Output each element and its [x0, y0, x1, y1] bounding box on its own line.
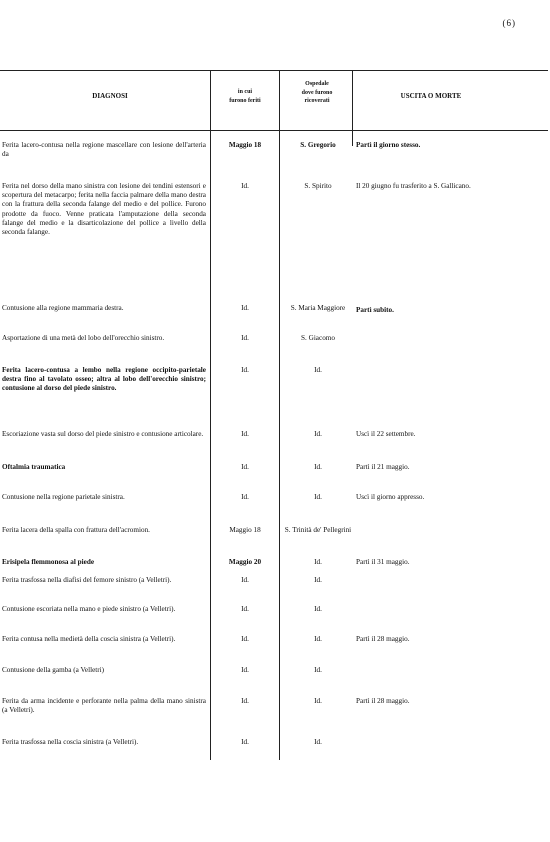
exit-cell: Partì subito. [356, 306, 394, 314]
header-day-line-1: in cui [237, 89, 253, 95]
day-cell: Id. [241, 334, 249, 342]
diagnosis-cell: Escoriazione vasta sul dorso del piede sinistro e contusione articolare. [2, 430, 204, 438]
day-cell: Maggio 18 [228, 141, 262, 149]
day-cell: Id. [241, 738, 249, 746]
day-cell: Id. [241, 605, 249, 613]
header-top-rule [0, 70, 548, 71]
exit-cell: Il 20 giugno fu trasferito a S. Gallicano. [356, 182, 471, 190]
diagnosis-cell: Contusione escoriata nella mano e piede sinistro (a Velletri). [2, 605, 176, 613]
header-hospital-line-1: Ospedale [305, 81, 329, 87]
hospital-cell: Id. [314, 738, 322, 746]
day-cell: Id. [241, 493, 249, 501]
exit-cell: Uscì il giorno appresso. [356, 493, 425, 501]
hospital-cell: S. Maria Maggiore [290, 304, 346, 312]
header-day [212, 88, 278, 105]
header-exit: USCITA O MORTE [400, 92, 462, 100]
header-diagnosis: DIAGNOSI [92, 92, 128, 100]
diagnosis-cell: Contusione nella regione parietale sinistra. [2, 493, 125, 501]
day-cell: Id. [241, 697, 249, 705]
diagnosis-cell: Asportazione di una metà del lobo dell'orecchio sinistro. [2, 334, 165, 342]
header-hospital-line-3: ricoverati [304, 98, 330, 105]
hospital-cell: Id. [314, 366, 322, 374]
hospital-cell: Id. [314, 697, 322, 705]
diagnosis-cell: Oftalmia traumatica [2, 463, 66, 471]
exit-cell: Partì il 28 maggio. [356, 635, 410, 643]
exit-cell: Partì il 28 maggio. [356, 697, 410, 705]
diagnosis-cell: Contusione alla regione mammaria destra. [2, 304, 124, 312]
header-bottom-rule [0, 130, 548, 131]
hospital-cell: Id. [314, 666, 322, 674]
diagnosis-cell: Ferita lacero-contusa nella regione mascellare con lesione dell'arteria da [2, 141, 206, 159]
hospital-cell: Id. [314, 493, 322, 501]
exit-cell: Partì il 31 maggio. [356, 558, 410, 566]
diagnosis-cell: Ferita trasfossa nella coscia sinistra (a Velletri). [2, 738, 139, 746]
day-cell: Id. [241, 304, 249, 312]
diagnosis-cell: Contusione della gamba (a Velletri) [2, 666, 105, 674]
page-number: (6) [502, 18, 516, 28]
hospital-cell: Id. [314, 463, 322, 471]
day-cell: Id. [241, 182, 249, 190]
diagnosis-cell: Ferita trasfossa nella diafisi del femore sinistro (a Velletri). [2, 576, 172, 584]
hospital-cell: Id. [314, 635, 322, 643]
column-rule-2 [279, 70, 280, 760]
diagnosis-cell: Ferita lacero-contusa a lembo nella regione occipito-parietale destra fino al tavolato osseo; altra al lobo dell'orecchio sinistro; contusione al dorso del piede sinistro. [2, 366, 206, 393]
diagnosis-cell: Erisipela flemmonosa al piede [2, 558, 95, 566]
day-cell: Id. [241, 430, 249, 438]
exit-cell: Partì il 21 maggio. [356, 463, 410, 471]
hospital-cell: Id. [314, 558, 322, 566]
hospital-cell: S. Giacomo [301, 334, 335, 342]
diagnosis-cell: Ferita nel dorso della mano sinistra con lesione dei tendini estensori e scopertura del metacarpo; ferita nella faccia palmare della mano destra con la frattura della seconda falange del medio e del pollice. Furono prodotte da fuoco. Venne praticata l'amputazione della seconda falange del medio e la disarticolazione del pollice a livello della seconda falange. [2, 182, 206, 237]
column-rule-1 [210, 70, 211, 760]
hospital-cell: S. Spirito [304, 182, 332, 190]
header-day-line-2: furono feriti [229, 97, 261, 104]
header-hospital [281, 80, 353, 106]
day-cell: Id. [241, 366, 249, 374]
day-cell: Id. [241, 576, 249, 584]
header-hospital-line-2: dove furono [301, 89, 333, 96]
diagnosis-cell: Ferita da arma incidente e perforante nella palma della mano sinistra (a Velletri). [2, 697, 206, 715]
day-cell: Maggio 20 [228, 558, 262, 566]
diagnosis-cell: Ferita contusa nella medietà della coscia sinistra (a Velletri). [2, 635, 176, 643]
hospital-cell: Id. [314, 430, 322, 438]
day-cell: Maggio 18 [229, 526, 261, 534]
day-cell: Id. [241, 463, 249, 471]
day-cell: Id. [241, 666, 249, 674]
hospital-cell: Id. [314, 576, 322, 584]
hospital-cell: Id. [314, 605, 322, 613]
exit-cell: Uscì il 22 settembre. [356, 430, 416, 438]
hospital-cell: S. Gregorio [300, 141, 336, 149]
day-cell: Id. [241, 635, 249, 643]
exit-cell: Partì il giorno stesso. [356, 141, 421, 149]
diagnosis-cell: Ferita lacera della spalla con frattura dell'acromion. [2, 526, 150, 534]
hospital-cell: S. Trinità de' Pellegrini [284, 526, 352, 534]
